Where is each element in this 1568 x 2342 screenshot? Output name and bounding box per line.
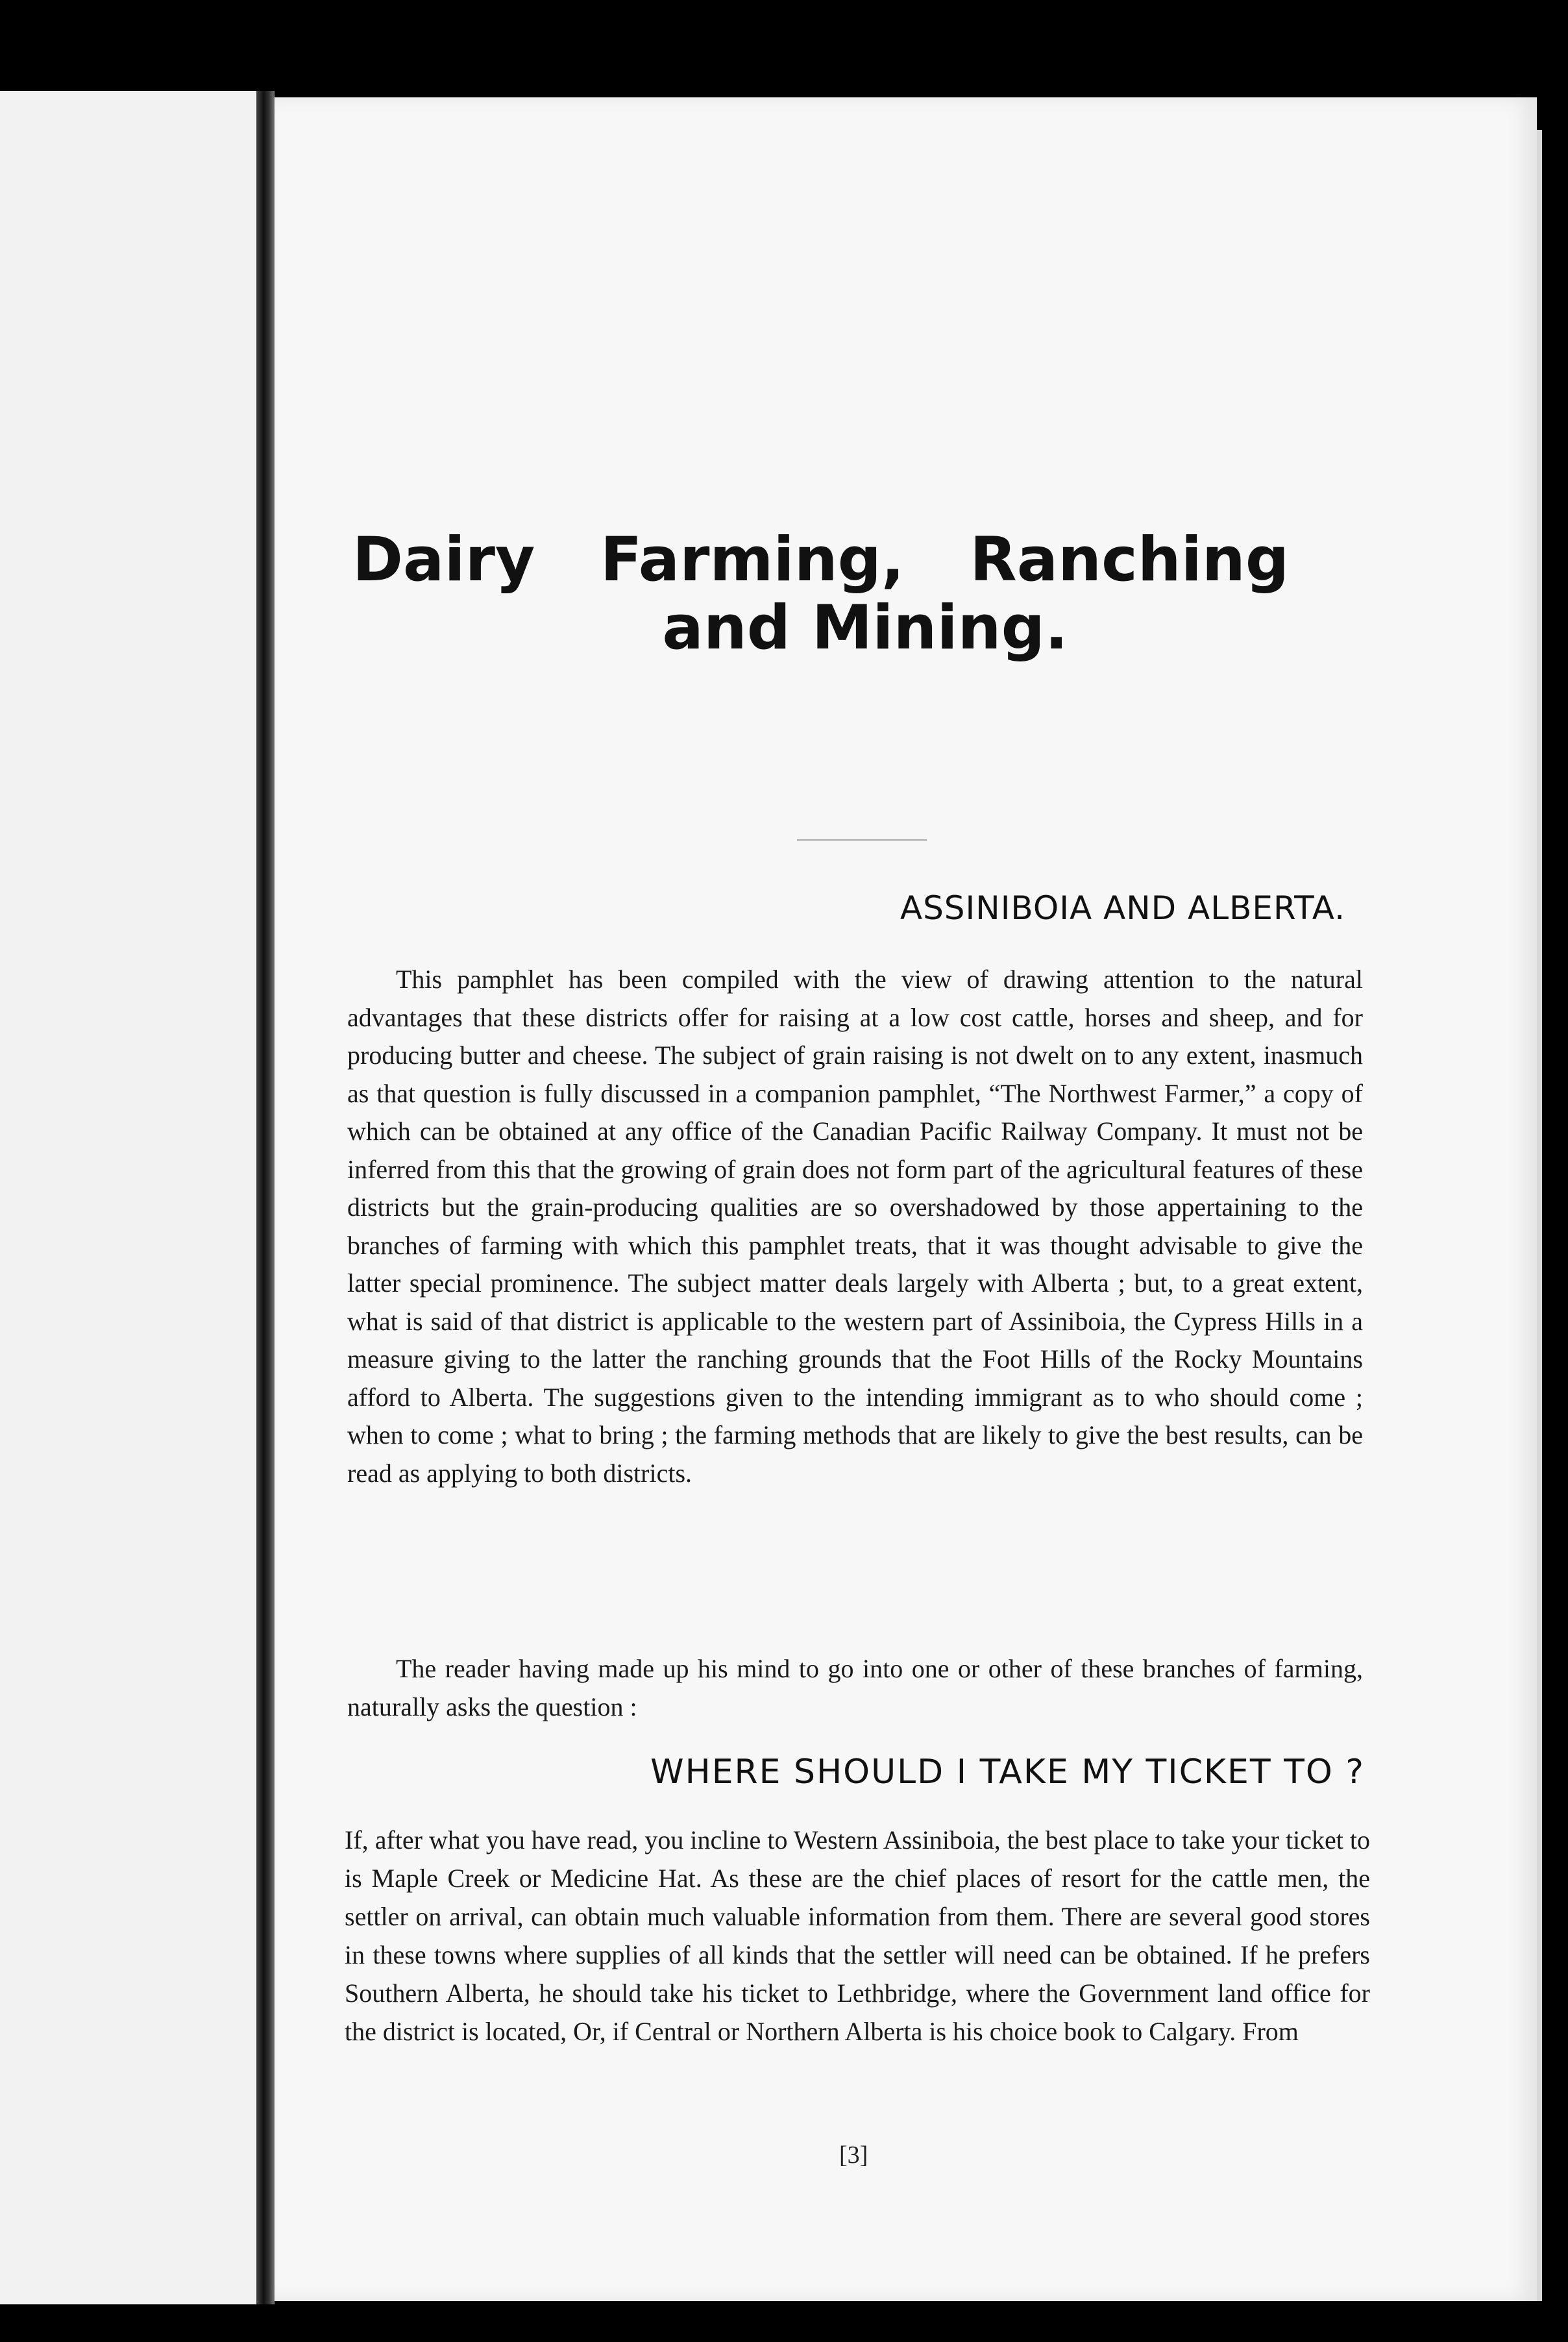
title-line-2: and Mining.: [662, 593, 1068, 664]
document-page: [275, 97, 1537, 2301]
book-spine: [256, 91, 275, 2304]
title-line-1: Dairy Farming, Ranching: [352, 524, 1290, 595]
section-subheading: ASSINIBOIA AND ALBERTA.: [900, 889, 1345, 927]
title-divider: [797, 839, 927, 841]
page-number: [3]: [839, 2141, 868, 2169]
facing-page: [0, 91, 256, 2304]
ticket-paragraph: If, after what you have read, you incline to Western Assiniboia, the best place to take your ticket to is Maple Creek or Medicine Hat. As these are the chief places of resort for the cattle men, the settler on arrival, can obtain much valuable information from them. There are several good stores in these towns where supplies of all kinds that the settler will need can be obtained. If he prefers Southern Alberta, he should take his ticket to Lethbridge, where the Government land office for the district is located, Or, if Central or Northern Alberta is his choice book to Calgary. From: [345, 1825, 1370, 2046]
intro-paragraph: This pamphlet has been compiled with the view of drawing attention to the natural advantages that these districts offer for raising at a low cost cattle, horses and sheep, and for producing butter and cheese. The subject of grain raising is not dwelt on to any extent, inasmuch as that question is fully discussed in a companion pamphlet, “The Northwest Farmer,” a copy of which can be obtained at any office of the Canadian Pacific Railway Company. It must not be inferred from this that the growing of grain does not form part of the agricultural features of these districts but the grain-producing qualities are so overshadowed by those appertaining to the branches of farming with which this pamphlet treats, that it was thought advisable to give the latter special prominence. The subject matter deals largely with Alberta ; but, to a great extent, what is said of that district is applicable to the western part of Assiniboia, the Cypress Hills in a measure giving to the latter the ranching grounds that the Foot Hills of the Rocky Mountains afford to Alberta. The suggestions given to the intending immigrant as to who should come ; when to come ; what to bring ; the farming methods that are likely to give the best results, can be read as applying to both districts.: [347, 965, 1363, 1488]
question-paragraph: The reader having made up his mind to go into one or other of these branches of farming, naturally asks the question :: [347, 1654, 1363, 1721]
ticket-heading: WHERE SHOULD I TAKE MY TICKET TO ?: [650, 1753, 1365, 1792]
page-title: [352, 526, 1568, 663]
page-edge: [1537, 130, 1542, 2301]
